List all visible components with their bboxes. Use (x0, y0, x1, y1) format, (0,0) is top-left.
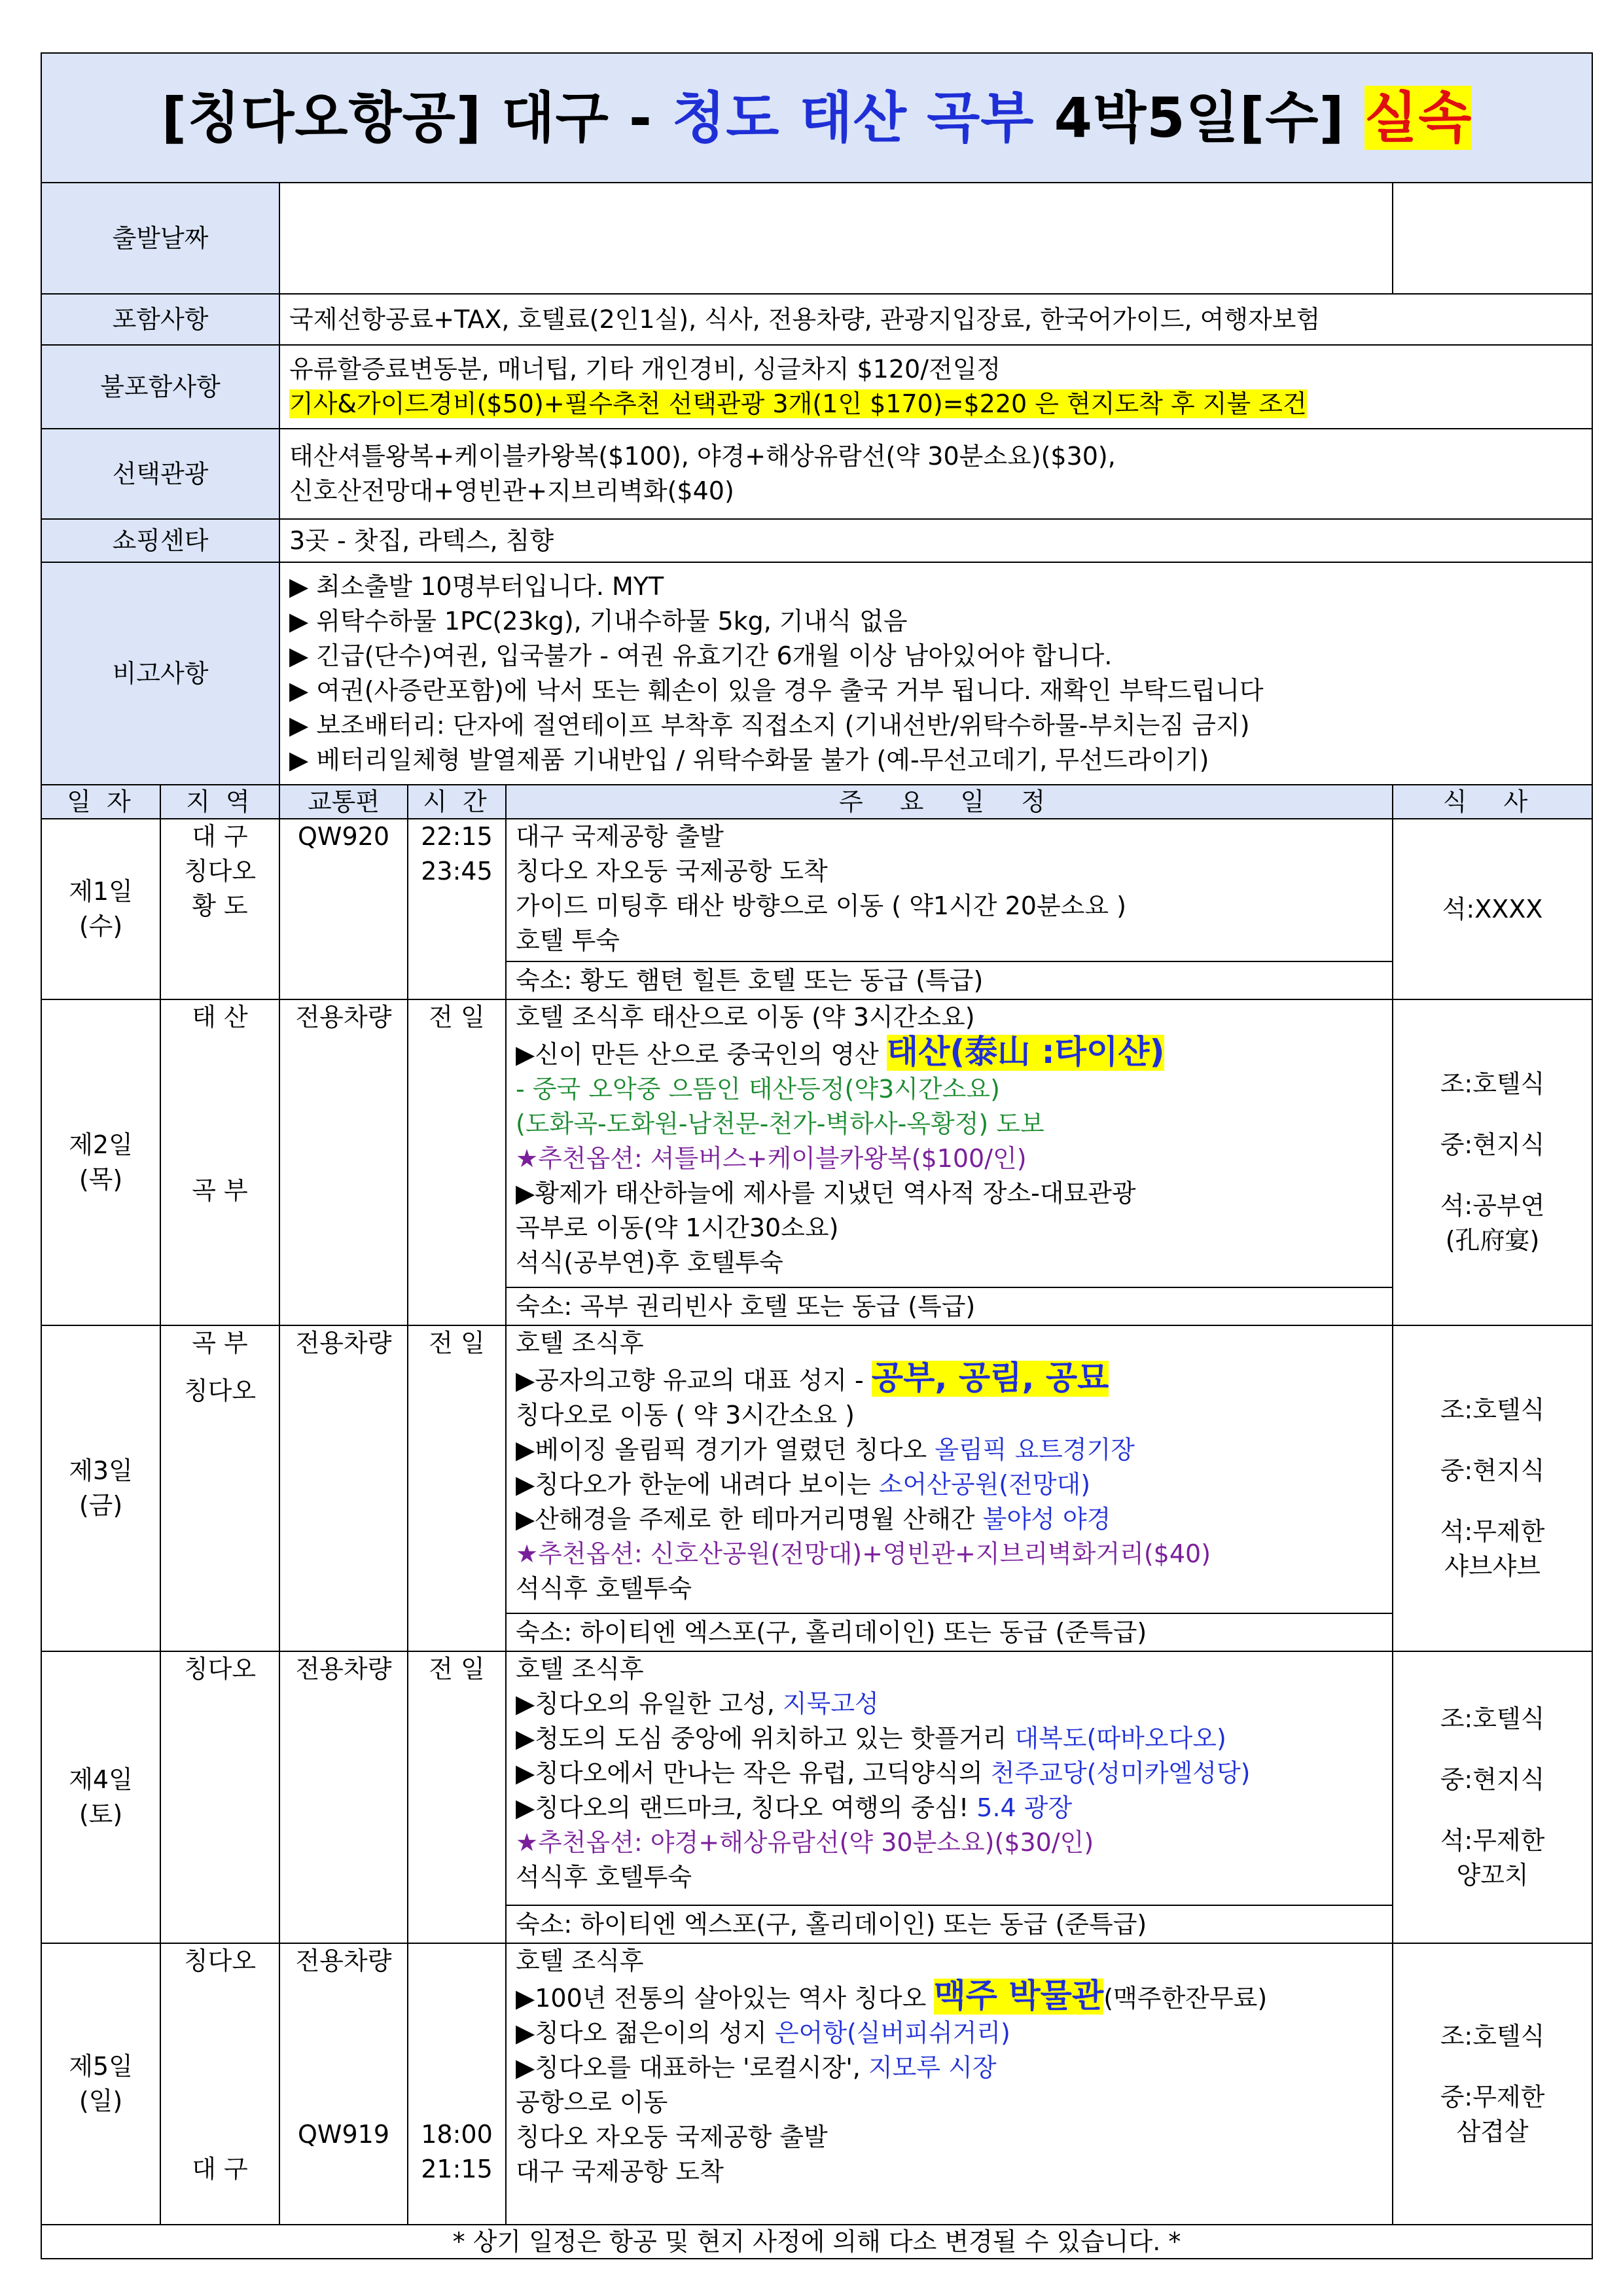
remarks-text (279, 562, 1592, 785)
day-1-line-4: 호텔 투숙 (516, 926, 620, 955)
day-4-jimo-old-town: 지묵고성 (782, 1689, 879, 1718)
day-4-line-4: ▶칭다오에서 만나는 작은 유럽, 고딕양식의 (516, 1759, 991, 1787)
day-1-line-1: 대구 국제공항 출발 (516, 822, 724, 851)
departure-date-value (279, 183, 1393, 294)
day-4-time: 전 일 (408, 1651, 506, 1943)
day-4-transport: 전용차량 (279, 1651, 408, 1943)
day-2-meal-dinner: 석:공부연 (1440, 1191, 1545, 1220)
day-1-label (41, 819, 160, 999)
day-1-time-1: 22:15 (421, 822, 493, 851)
day-1-weekday: (수) (79, 912, 123, 941)
day-5-line-1: 호텔 조식후 (516, 1946, 644, 1975)
day-3-recommended-option: ★추천옵션: 신호산공원(전망대)+영빈관+지브리벽화거리($40) (516, 1539, 1211, 1568)
day-3-line-6: ▶산해경을 주제로 한 테마거리명월 산해간 (516, 1505, 983, 1534)
day-3-olympic-sailing: 올림픽 요트경기장 (935, 1435, 1135, 1464)
remark-line-2: ▶ 위탁수하물 1PC(23kg), 기내수하물 5kg, 기내식 없음 (289, 607, 908, 636)
day-5-beer-museum: 맥주 박물관 (934, 1979, 1103, 2015)
day-5-silverfish-street: 은어항(실버피쉬거리) (774, 2018, 1010, 2047)
day-2-line-1: 호텔 조식후 태산으로 이동 (약 3시간소요) (516, 1003, 975, 1031)
day-5-meal-breakfast: 조:호텔식 (1440, 2021, 1545, 2051)
remark-line-5: ▶ 보조배터리: 단자에 절연테이프 부착후 직접소지 (기내선반/위탁수하물-부치는짐 금지) (289, 711, 1250, 740)
day-4-line-7: 석식후 호텔투숙 (516, 1863, 692, 1892)
day-4-st-michael-church: 천주교당(성미카엘성당) (990, 1759, 1251, 1787)
day-5-jimolu-market: 지모루 시장 (868, 2053, 997, 2082)
remark-line-4: ▶ 여권(사증란포함)에 낙서 또는 훼손이 있을 경우 출국 거부 됩니다. 재확인 부탁드립니다 (289, 676, 1264, 705)
day-1-regions (160, 819, 279, 999)
day-5-number: 제5일 (69, 2052, 133, 2081)
day-2-region-2: 곡 부 (192, 1176, 248, 1205)
day-3-region-2: 칭다오 (183, 1376, 257, 1405)
day-2-accommodation (506, 1287, 1393, 1325)
day-1-meals (1393, 819, 1592, 999)
day-4-number: 제4일 (69, 1765, 133, 1794)
day-4-meal-breakfast: 조:호텔식 (1440, 1704, 1545, 1733)
day-4-dabaodao: 대복도(따바오다오) (1014, 1724, 1226, 1753)
included-line: 국제선항공료+TAX, 호텔료(2인1실), 식사, 전용차량, 관광지입장료, 한국어가이드, 여행자보험 (289, 304, 1321, 334)
day-3-highlight-confucius: 공부, 공림, 공묘 (872, 1361, 1109, 1397)
day-1-stay-text: 숙소: 황도 햄텬 힐튼 호텔 또는 동급 (특급) (516, 965, 984, 995)
day-2-line-4: (도화곡-도화원-남천문-천가-벽하사-옥황정) 도보 (516, 1109, 1044, 1138)
day-5-meals (1393, 1943, 1592, 2225)
day-2-meal-breakfast: 조:호텔식 (1440, 1069, 1545, 1098)
schedule-header-row (41, 785, 1592, 819)
remarks-label: 비고사항 (41, 562, 279, 785)
day-1-meal-dinner: 석:XXXX (1442, 894, 1543, 924)
day-3-night-view: 불야성 야경 (982, 1505, 1111, 1534)
day-4-weekday: (토) (79, 1800, 123, 1829)
day-2-regions (160, 999, 279, 1325)
day-2-meal-lunch: 중:현지식 (1440, 1130, 1545, 1159)
day-5-time-2: 21:15 (421, 2155, 493, 2183)
title-grade-badge: 실속 (1364, 85, 1472, 150)
day-1-times (408, 819, 506, 999)
day-5-line-3: ▶칭다오 젊은이의 성지 (516, 2018, 775, 2047)
day-3-meals (1393, 1325, 1592, 1651)
day-2-row (41, 999, 1592, 1287)
day-3-accommodation (506, 1613, 1393, 1651)
day-4-meal-dinner: 석:무제한 (1440, 1826, 1545, 1855)
shopping-label: 쇼핑센타 (41, 519, 279, 562)
day-4-line-1: 호텔 조식후 (516, 1655, 644, 1683)
day-2-stay-text: 숙소: 곡부 권리빈사 호텔 또는 동급 (특급) (516, 1291, 976, 1321)
day-3-meal-dinner: 석:무제한 (1440, 1517, 1545, 1546)
day-3-region-1: 곡 부 (192, 1329, 248, 1357)
day-5-regions (160, 1943, 279, 2225)
day-3-transport: 전용차량 (279, 1325, 408, 1651)
day-1-region-3: 황 도 (192, 891, 248, 920)
day-2-line-8: 석식(공부연)후 호텔투숙 (516, 1248, 783, 1277)
day-3-number: 제3일 (69, 1456, 133, 1485)
day-5-free-beer: (맥주한잔무료) (1103, 1984, 1268, 2013)
day-1-time-2: 23:45 (421, 857, 493, 886)
day-5-line-2: ▶100년 전통의 살아있는 역사 칭다오 (516, 1984, 935, 2013)
day-5-transport-top: 전용차량 (295, 1946, 392, 1975)
day-1-row (41, 819, 1592, 961)
day-2-region-1: 태 산 (192, 1003, 248, 1031)
day-3-meal-lunch: 중:현지식 (1440, 1456, 1545, 1485)
day-5-flight: QW919 (297, 2120, 389, 2149)
page-title (41, 53, 1592, 183)
day-4-meal-dinner-detail: 양꼬치 (1456, 1861, 1529, 1890)
day-1-line-3: 가이드 미팅후 태산 방향으로 이동 ( 약1시간 20분소요 ) (516, 891, 1126, 920)
day-4-meal-lunch: 중:현지식 (1440, 1765, 1545, 1794)
day-3-line-8: 석식후 호텔투숙 (516, 1574, 692, 1603)
departure-date-extra (1393, 183, 1592, 294)
title-destination: 청도 태산 곡부 (672, 85, 1035, 150)
optional-tour-label: 선택관광 (41, 429, 279, 519)
day-5-line-5: 공항으로 이동 (516, 2088, 668, 2117)
day-4-may-fourth-square: 5.4 광장 (976, 1793, 1073, 1822)
day-2-label (41, 999, 160, 1325)
day-2-transport: 전용차량 (279, 999, 408, 1325)
remark-line-1: ▶ 최소출발 10명부터입니다. MYT (289, 572, 664, 601)
title-duration: 4박5일[수] (1034, 85, 1365, 150)
day-4-label (41, 1651, 160, 1943)
optional-tour-line-1: 태산셔틀왕복+케이블카왕복($100), 야경+해상유람선(약 30분소요)($30), (289, 442, 1116, 471)
day-5-line-6: 칭다오 자오둥 국제공항 출발 (516, 2123, 828, 2151)
day-5-label (41, 1943, 160, 2225)
shopping-text (279, 519, 1592, 562)
shopping-line: 3곳 - 찻집, 라텍스, 침향 (289, 526, 554, 555)
day-4-regions (160, 1651, 279, 1943)
day-5-weekday: (일) (79, 2087, 123, 2115)
day-5-line-4: ▶칭다오를 대표하는 '로컬시장', (516, 2053, 868, 2082)
excluded-label: 불포함사항 (41, 345, 279, 429)
day-5-transport (279, 1943, 408, 2225)
itinerary-document (41, 52, 1592, 2259)
day-1-schedule (506, 819, 1393, 961)
optional-tour-line-2: 신호산전망대+영빈관+지브리벽화($40) (289, 476, 734, 505)
header-region: 지 역 (160, 785, 279, 819)
day-5-region-1: 칭다오 (183, 1946, 257, 1975)
day-2-number: 제2일 (69, 1130, 133, 1159)
day-3-xiaoyushan-park: 소어산공원(전망대) (878, 1470, 1091, 1499)
remark-line-6: ▶ 베터리일체형 발열제품 기내반입 / 위탁수화물 불가 (예-무선고데기, 무선드라이기) (289, 745, 1209, 774)
day-3-meal-breakfast: 조:호텔식 (1440, 1395, 1545, 1424)
header-meal: 식 사 (1393, 785, 1592, 819)
day-1-region-2: 칭다오 (183, 857, 257, 886)
day-5-line-7: 대구 국제공항 도착 (516, 2157, 724, 2186)
day-3-label (41, 1325, 160, 1651)
day-2-recommended-option: ★추천옵션: 셔틀버스+케이블카왕복($100/인) (516, 1144, 1027, 1173)
day-2-time: 전 일 (408, 999, 506, 1325)
day-4-line-2: ▶칭다오의 유일한 고성, (516, 1689, 783, 1718)
day-3-line-3: 칭다오로 이동 ( 약 3시간소요 ) (516, 1401, 855, 1429)
day-3-time: 전 일 (408, 1325, 506, 1651)
day-3-line-5: ▶칭다오가 한눈에 내려다 보이는 (516, 1470, 879, 1499)
day-5-meal-lunch-detail: 삼겹살 (1456, 2117, 1529, 2146)
day-2-line-6: ▶황제가 태산하늘에 제사를 지냈던 역사적 장소-대묘관광 (516, 1179, 1136, 1208)
day-5-times (408, 1943, 506, 2225)
day-4-schedule (506, 1651, 1393, 1905)
header-main-schedule: 주 요 일 정 (506, 785, 1393, 819)
header-transport: 교통편 (279, 785, 408, 819)
day-4-line-5: ▶칭다오의 랜드마크, 칭다오 여행의 중심! (516, 1793, 977, 1822)
itinerary-table (41, 52, 1593, 2259)
optional-tour-text (279, 429, 1592, 519)
excluded-line-1: 유류할증료변동분, 매너팁, 기타 개인경비, 싱글차지 $120/전일정 (289, 355, 1001, 384)
departure-date-label: 출발날짜 (41, 183, 279, 294)
day-5-region-2: 대 구 (192, 2155, 248, 2183)
day-5-time-1: 18:00 (421, 2120, 493, 2149)
day-3-line-2: ▶공자의고향 유교의 대표 성지 - (516, 1366, 872, 1395)
title-prefix: [칭다오항공] 대구 - (161, 85, 673, 150)
day-2-schedule (506, 999, 1393, 1287)
day-4-accommodation (506, 1905, 1393, 1943)
day-3-line-1: 호텔 조식후 (516, 1329, 644, 1357)
day-5-row (41, 1943, 1592, 2225)
included-text (279, 294, 1592, 345)
day-4-stay-text: 숙소: 하이티엔 엑스포(구, 홀리데이인) 또는 동급 (준특급) (516, 1909, 1147, 1939)
day-3-line-4: ▶베이징 올림픽 경기가 열렸던 칭다오 (516, 1435, 935, 1464)
included-label: 포함사항 (41, 294, 279, 345)
day-1-number: 제1일 (69, 877, 133, 906)
day-4-row (41, 1651, 1592, 1905)
day-3-regions (160, 1325, 279, 1651)
header-day: 일 자 (41, 785, 160, 819)
day-5-meal-lunch: 중:무제한 (1440, 2082, 1545, 2111)
day-2-line-2: ▶신이 만든 산으로 중국인의 영산 (516, 1040, 887, 1069)
day-1-transport: QW920 (279, 819, 408, 999)
day-1-line-2: 칭다오 자오둥 국제공항 도착 (516, 857, 828, 886)
day-2-line-7: 곡부로 이동(약 1시간30소요) (516, 1213, 839, 1242)
day-4-line-3: ▶청도의 도심 중앙에 위치하고 있는 핫플거리 (516, 1724, 1015, 1753)
day-2-weekday: (목) (79, 1165, 123, 1194)
day-3-row (41, 1325, 1592, 1613)
day-3-schedule (506, 1325, 1393, 1613)
day-5-schedule (506, 1943, 1393, 2225)
day-1-accommodation (506, 961, 1393, 999)
day-4-recommended-option: ★추천옵션: 야경+해상유람선(약 30분소요)($30/인) (516, 1828, 1094, 1857)
day-2-highlight-taishan: 태산(泰山 :타이샨) (887, 1035, 1165, 1071)
excluded-text (279, 345, 1592, 429)
day-4-meals (1393, 1651, 1592, 1943)
remark-line-3: ▶ 긴급(단수)여권, 입국불가 - 여권 유효기간 6개월 이상 남아있어야 합니다. (289, 641, 1113, 670)
day-1-region-1: 대 구 (192, 822, 248, 851)
day-2-line-3: - 중국 오악중 으뜸인 태산등정(약3시간소요) (516, 1075, 1000, 1103)
day-3-meal-dinner-detail: 샤브샤브 (1444, 1552, 1541, 1581)
day-2-meal-dinner-detail: (孔府宴) (1445, 1226, 1540, 1255)
header-time: 시 간 (408, 785, 506, 819)
day-4-region-1: 칭다오 (183, 1655, 257, 1683)
excluded-line-2: 기사&가이드경비($50)+필수추천 선택관광 3개(1인 $170)=$220 은 현지도착 후 지불 조건 (289, 389, 1307, 418)
day-2-meals (1393, 999, 1592, 1325)
day-3-weekday: (금) (79, 1491, 123, 1520)
footer-notice: * 상기 일정은 항공 및 현지 사정에 의해 다소 변경될 수 있습니다. * (41, 2225, 1592, 2259)
day-3-stay-text: 숙소: 하이티엔 엑스포(구, 홀리데이인) 또는 동급 (준특급) (516, 1617, 1147, 1647)
